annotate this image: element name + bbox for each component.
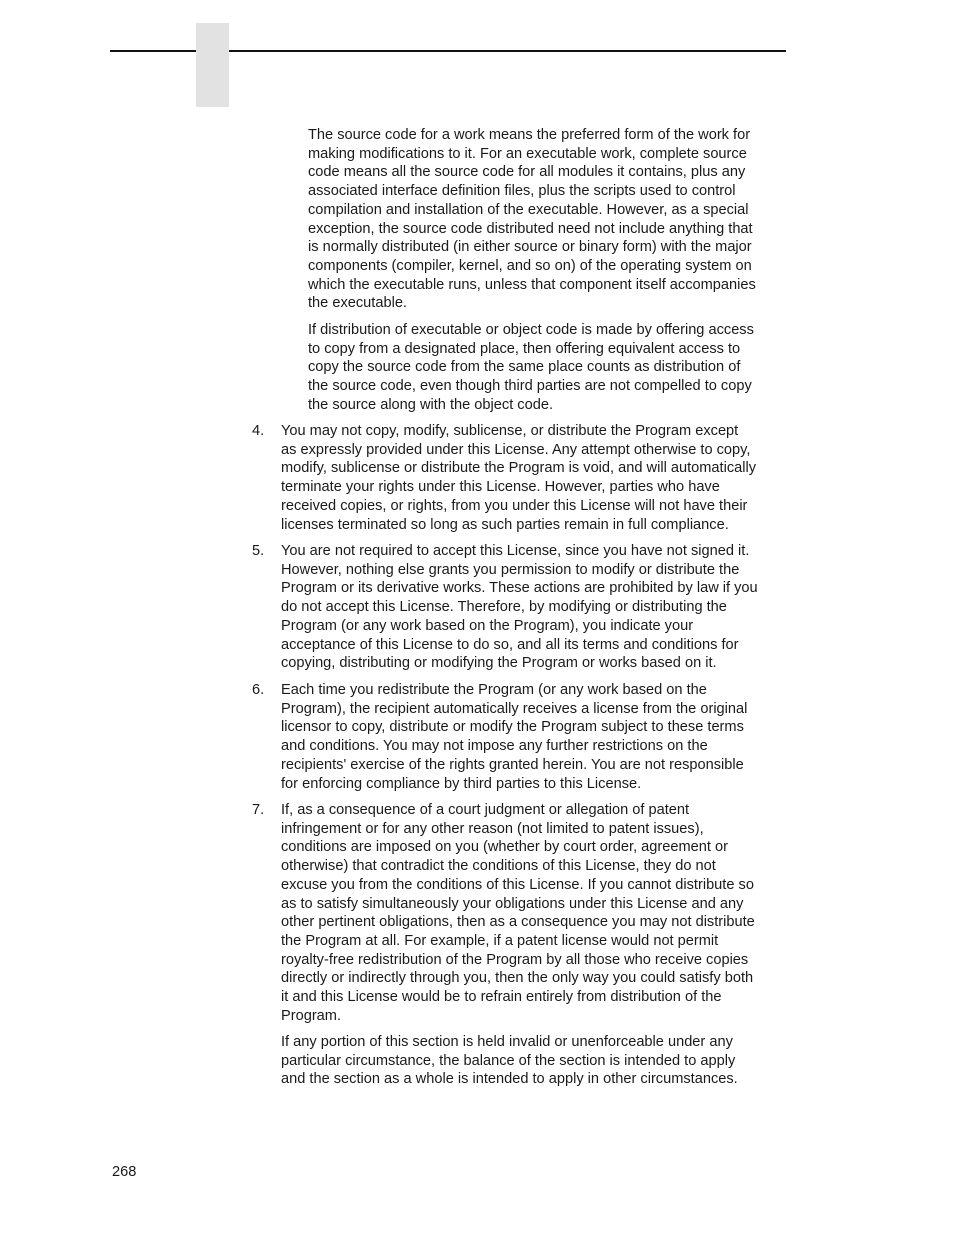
source-code-paragraph: The source code for a work means the preferred form of the work for making modifications to it. For an executable work, complete source code means all the source code for all modules it contains, plus any associated interface definition files, plus the scripts used to control compilation and installation of the executable. However, as a special exception, the source code distributed need not include anything that is normally distributed (in either source or binary form) with the major components (compiler, kernel, and so on) of the operating system on which the executable runs, unless that component itself accompanies the executable. bbox=[308, 127, 756, 312]
chapter-tab bbox=[196, 23, 229, 107]
list-item-number: 7. bbox=[252, 802, 265, 818]
list-item-number: 5. bbox=[252, 543, 265, 559]
list-item-text: If, as a consequence of a court judgment or allegation of patent infringement or for any other reason (not limited to patent issues), conditions are imposed on you (whether by court order, agreement or otherwise) that contradict the conditions of this License, they do not excuse you from the conditions of this License. If you cannot distribute so as to satisfy simultaneously your obligations under this License and any other pertinent obligations, then as a consequence you may not distribute the Program at all. For example, if a patent license would not permit royalty-free redistribution of the Program by all those who receive copies directly or indirectly through you, then the only way you could satisfy both it and this License would be to refrain entirely from distribution of the Program. bbox=[281, 802, 755, 1024]
distribution-paragraph: If distribution of executable or object code is made by offering access to copy from a designated place, then offering equivalent access to copy the source code from the same place counts as distribution of the source code, even though third parties are not compelled to copy the source along with the object code. bbox=[308, 322, 754, 413]
list-item-number: 4. bbox=[252, 423, 265, 439]
list-item-followup-text: If any portion of this section is held invalid or unenforceable under any particular circumstance, the balance of the section is intended to apply and the section as a whole is intended to apply in other circumstances. bbox=[281, 1034, 738, 1088]
list-item-number: 6. bbox=[252, 682, 265, 698]
page-number: 268 bbox=[112, 1164, 137, 1180]
list-item-text: Each time you redistribute the Program (or any work based on the Program), the recipient automatically receives a license from the original licensor to copy, distribute or modify the Program subject to these terms and conditions. You may not impose any further restrictions on the recipients' exercise of the rights granted herein. You are not responsible for enforcing compliance by third parties to this License. bbox=[281, 682, 748, 792]
list-item-text: You may not copy, modify, sublicense, or distribute the Program except as expressly provided under this License. Any attempt otherwise to copy, modify, sublicense or distribute the Program is void, and will automatically terminate your rights under this License. However, parties who have received copies, or rights, from you under this License will not have their licenses terminated so long as such parties remain in full compliance. bbox=[281, 423, 757, 533]
list-item-text: You are not required to accept this License, since you have not signed it. However, nothing else grants you permission to modify or distribute the Program or its derivative works. These actions are prohibited by law if you do not accept this License. Therefore, by modifying or distributing the Program (or any work based on the Program), you indicate your acceptance of this License to do so, and all its terms and conditions for copying, distributing or modifying the Program or works based on it. bbox=[281, 543, 758, 672]
